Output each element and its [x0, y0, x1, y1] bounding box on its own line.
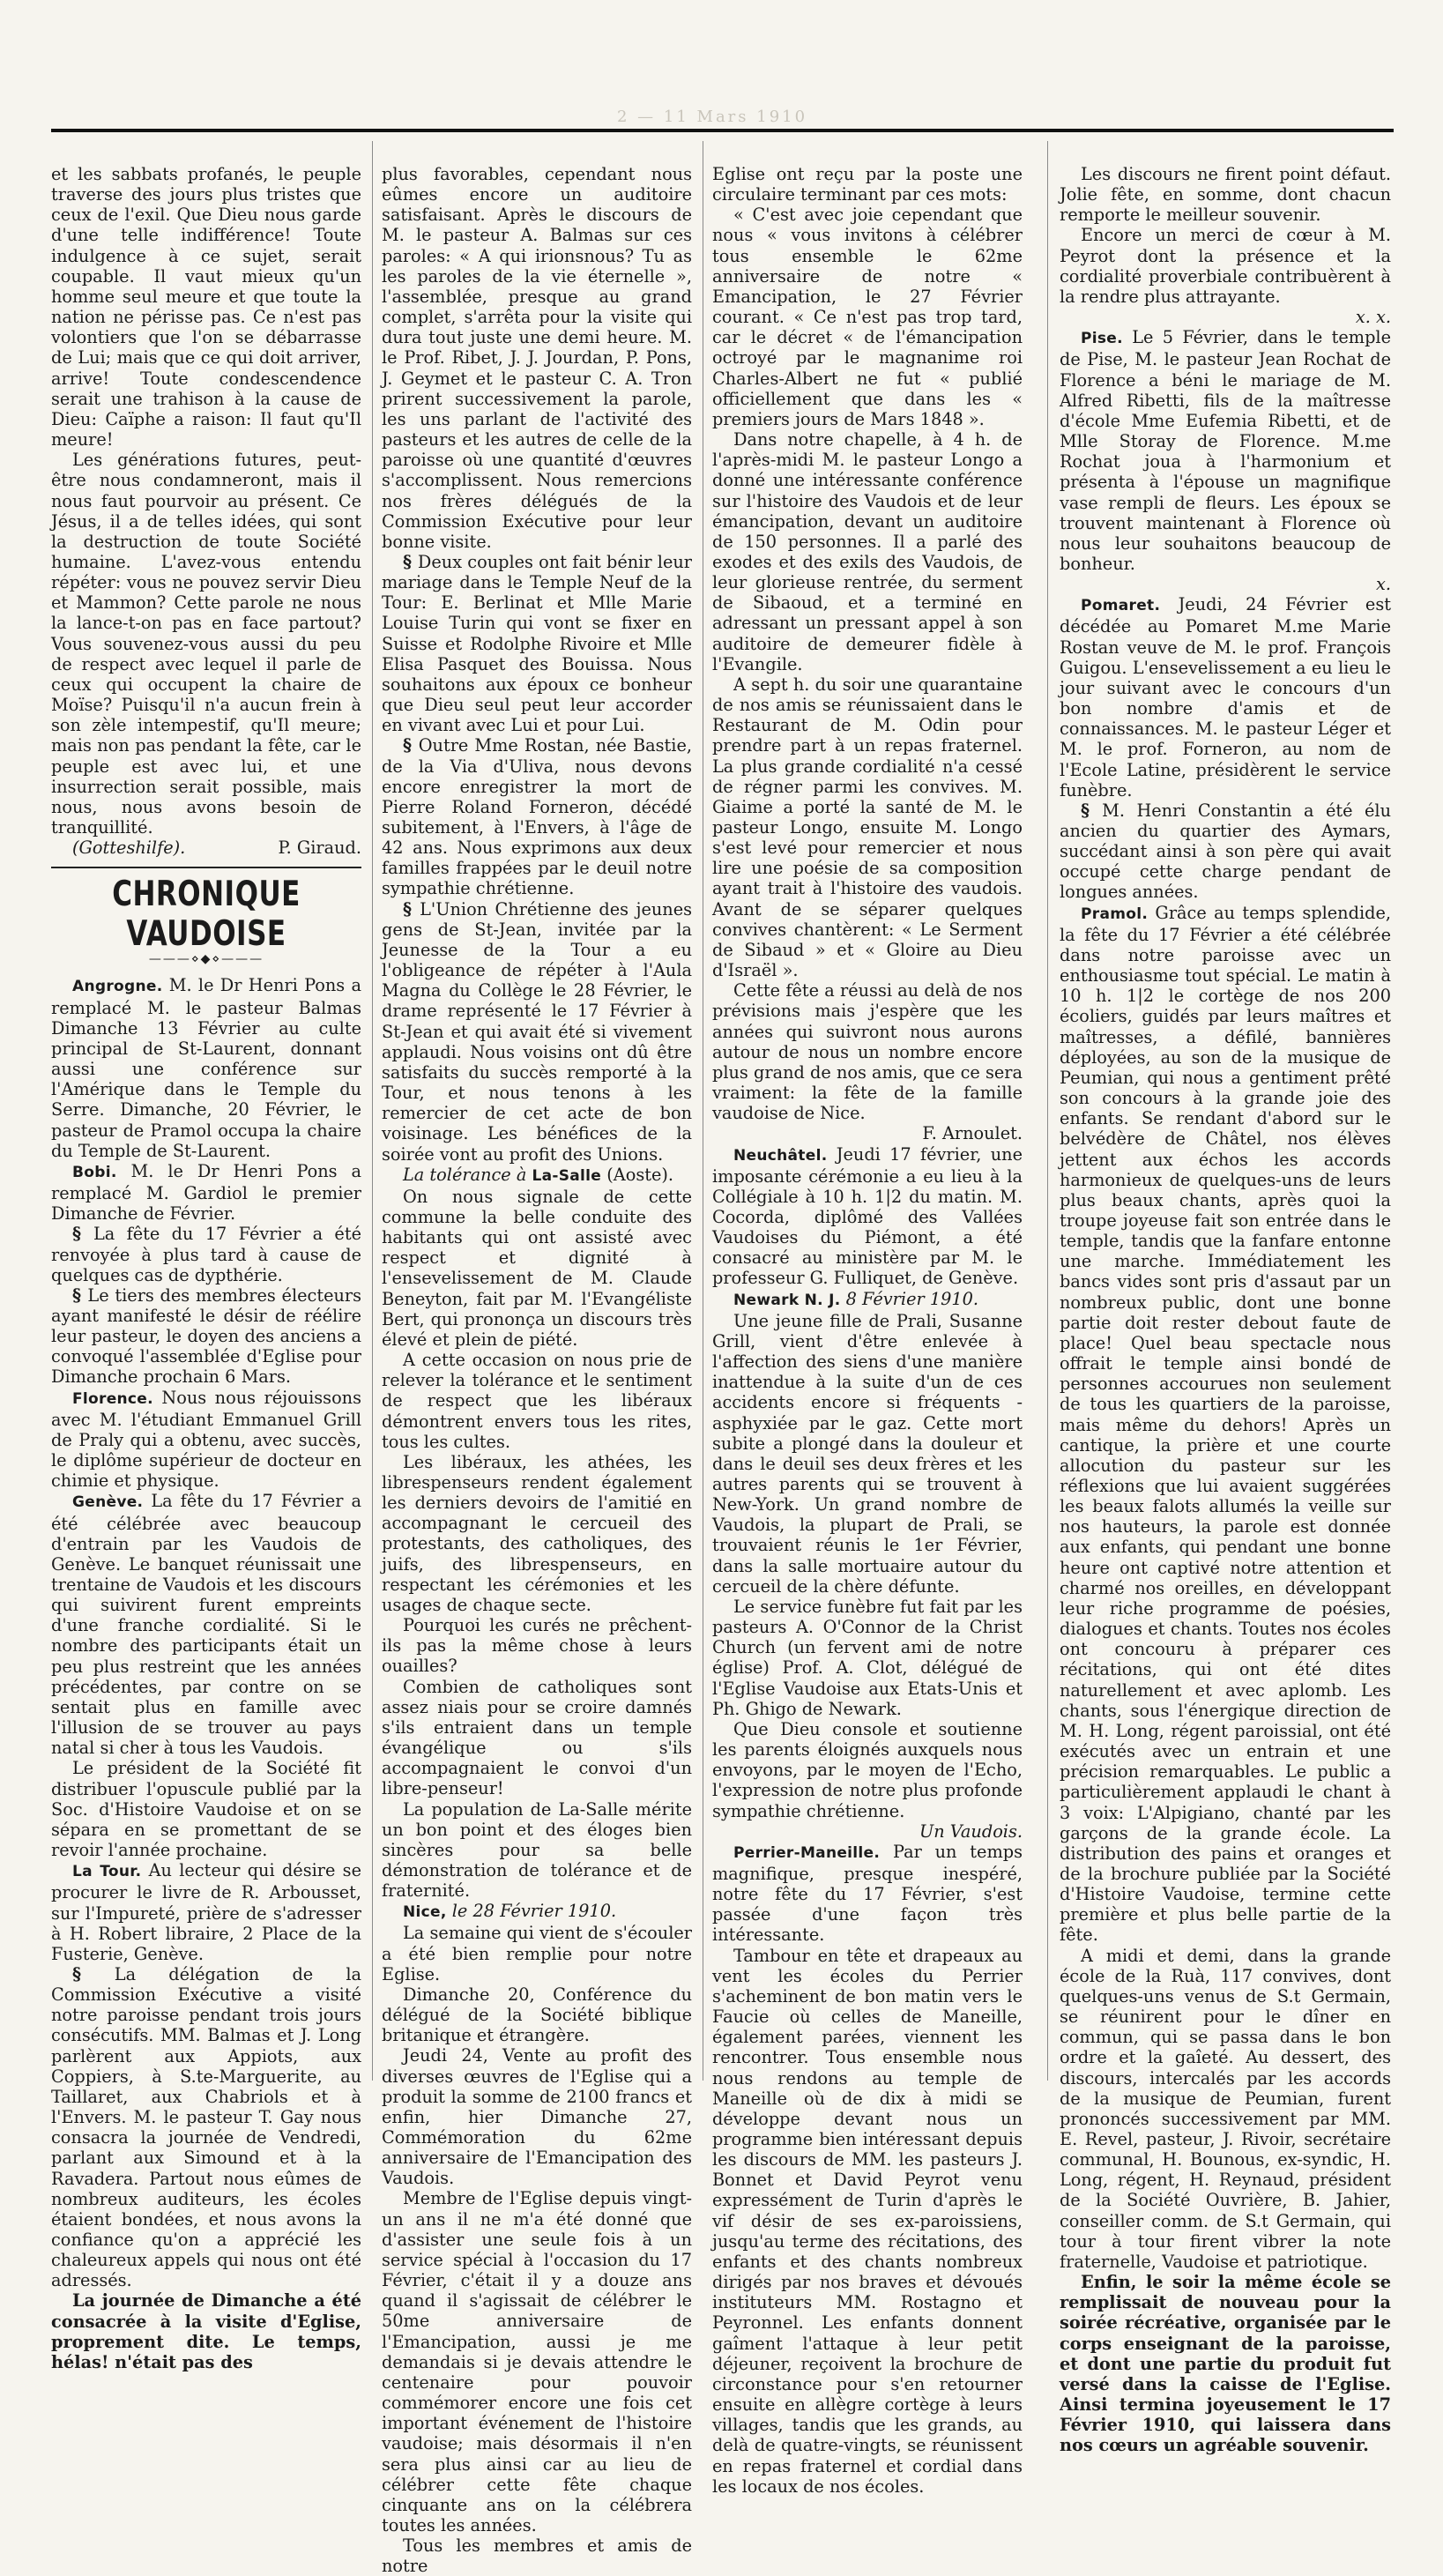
paragraph-mark-icon: §	[72, 1224, 93, 1245]
paragraph: Les discours ne firent point défaut. Jolie fête, en somme, dont chacun remporte le meilleur souvenir.	[1060, 164, 1391, 226]
news-item: Pise. Le 5 Février, dans le temple de Pise, M. le pasteur Jean Rochat de Florence a béni le mariage de M. Alfred Ribetti, fils de la maîtresse d'école Mme Eufemia Ribetti, et de Mlle Storay de Florence. M.me Rochat joua à l'harmonium et présenta à l'épouse un magnifique vase rempli de fleurs. Les époux se trouvent maintenant à Florence où nous leur souhaitons beaucoup de bonheur.	[1060, 327, 1391, 574]
paragraph: Enfin, le soir la même école se remplissait de nouveau pour la soirée récréative, organisée par le corps enseignant de la paroisse, et dont une partie du produit fut versé dans la caisse de l'Eglise. Ainsi termina joyeusement le 17 Février 1910, qui laissera dans nos cœurs un agréable souvenir.	[1060, 2272, 1391, 2456]
news-item: § M. Henri Constantin a été élu ancien du quartier des Aymars, succédant ainsi à son père qui avait occupé cette charge pendant de longues années.	[1060, 800, 1391, 903]
news-item: Angrogne. M. le Dr Henri Pons a remplacé M. le pasteur Balmas Dimanche 13 Février au culte principal de St-Laurent, donnant aussi une conférence sur l'Amérique dans le Temple du Serre. Dimanche, 20 Février, le pasteur de Pramol occupa la chaire du Temple de St-Laurent.	[51, 975, 361, 1161]
news-item: Florence. Nous nous réjouissons avec M. l'étudiant Emmanuel Grill de Praly qui a obtenu, avec succès, le diplôme supérieur de docteur en chimie et physique.	[51, 1387, 361, 1492]
place-name: Genève.	[72, 1493, 144, 1512]
paragraph: Le président de la Société fit distribuer l'opuscule publié par la Soc. d'Histoire Vaudoise et on se sépara en se promettant de se revoir l'année prochaine.	[51, 1758, 361, 1861]
paragraph: Tambour en tête et drapeaux au vent les écoles du Perrier s'acheminent de bon matin vers le Faucie où celles de Maneille, également parées, viennent les rencontrer. Tous ensemble nous nous rendons au temple de Maneille où de dix à midi se développe devant nous un programme bien intéressant depuis les discours de MM. les pasteurs J. Bonnet et David Peyrot venu expressément de Turin d'après le vif désir de ses ex-paroissiens, jusqu'au terme des récitations, des enfants et des chants nombreux dirigés par nos braves et dévoués instituteurs MM. Rostagno et Peyronnel. Les enfants donnent gaîment l'attaque à leur petit déjeuner, reçoivent la brochure de circonstance pour s'en retourner ensuite en allègre cortège à leurs villages, tandis que les grands, au delà de quatre-vingts, se réunissent en repas fraternel et cordial dans les locaux de nos écoles.	[712, 1945, 1023, 2497]
paragraph: Les libéraux, les athées, les librespenseurs rendent également les derniers devoirs de l'amitié en accompagnant le cercueil des protestants, des catholiques, des juifs, des librespenseurs, en respectant les cérémonies et les usages de chaque secte.	[382, 1451, 692, 1615]
signature	[51, 838, 361, 858]
column-3	[712, 164, 1023, 2497]
news-item: § Le tiers des membres électeurs ayant manifesté le désir de réélire leur pasteur, le doyen des anciens a convoqué l'assemblée d'Eglise pour Dimanche prochain 6 Mars.	[51, 1284, 362, 1388]
paragraph: plus favorables, cependant nous eûmes encore un auditoire satisfaisant. Après le discours de M. le pasteur A. Balmas sur ces paroles: « A qui irionsnous? Tu as les paroles de la vie éternelle », l'assemblée, presque au grand complet, s'arrêta pour la visite qui dura tout juste une demi heure. M. le Prof. Ribet, J. J. Jourdan, P. Pons, J. Geymet et le pasteur C. A. Tron prirent successivement la parole, les uns parlant de l'activité des pasteurs et les autres de celle de la paroisse où une quantité d'œuvres s'accomplissent. Nous remercions nos frères délégués de la Commission Exécutive pour leur bonne visite.	[382, 164, 692, 552]
paragraph-mark-icon: §	[403, 735, 419, 756]
paragraph: Membre de l'Eglise depuis vingt-un ans il ne m'a été donné que d'assister une seule fois à un service spécial à l'occasion du 17 Février, c'était il y a douze ans quand il s'agissait de célébrer le 50me anniversaire de l'Emancipation, aussi je me demandais si je devais attendre le centenaire pour pouvoir commémorer encore une fois cet important événement de l'histoire vaudoise; mais désormais il n'en sera plus ainsi car au lieu de célébrer cette fête chaque cinquante ans on la célébrera toutes les années.	[382, 2188, 692, 2535]
paragraph: et les sabbats profanés, le peuple traverse des jours plus tristes que ceux de l'exil. Que Dieu nous garde d'une telle indifférence! Toute indulgence à ce sujet, serait coupable. Il vaut mieux qu'un homme seul meure et que toute la nation ne périsse pas. Ce n'est pas volontiers que l'on se débarrasse de Lui; mais que ce qui doit arriver, arrive! Toute condescendence serait une trahison à la cause de Dieu: Caïphe a raison: Il faut qu'Il meure!	[51, 164, 361, 450]
news-item: § Deux couples ont fait bénir leur mariage dans le Temple Neuf de la Tour: E. Berlinat et Mlle Marie Louise Turin qui vont se fixer en Suisse et Rodolphe Rivoire et Mlle Elisa Pasquet des Bouissa. Nous souhaitons aux époux ce bonheur que Dieu seul peut leur accorder en vivant avec Lui et pour Lui.	[382, 551, 692, 736]
place-name: Pomaret.	[1081, 597, 1161, 615]
news-item: § La fête du 17 Février a été renvoyée à plus tard à cause de quelques cas de dypthérie.	[51, 1224, 361, 1285]
section-rule	[51, 867, 361, 868]
news-item: Pramol. Grâce au temps splendide, la fête du 17 Février a été célébrée dans notre paroisse avec un enthousiasme tout spécial. Le matin à 10 h. 1|2 le cortège de nos 200 écoliers, guidés par leurs maîtres et maîtresses, a défilé, bannières déployées, au son de la musique de Peumian, qui nous a gentiment prêté son concours à la grande joie des enfants. Se rendant d'abord sur le belvédère de Châtel, nos élèves jettent aux échos les accords harmonieux de quelques-uns de leurs plus beaux chants, après quoi la troupe joyeuse fait son entrée dans le temple, tandis que la fanfare entonne une marche. Immédiatement les bancs vides sont pris d'assaut par un nombreux public, dont une bonne partie doit rester debout faute de place! Quel beau spectacle nous offrait le temple ainsi bondé de personnes accourues non seulement de tous les quartiers de la paroisse, mais même du dehors! Après un cantique, la prière et une courte allocution du pasteur sur les réflexions que lui avaient suggérées les beaux falots allumés la veille sur nos hauteurs, la parole est donnée aux enfants, qui pendant une bonne heure ont captivé notre attention et charmé nos oreilles, en développant leur riche programme de poésies, dialogues et chants. Toutes nos écoles ont concouru à préparer ces récitations, qui ont été dites naturellement et avec aplomb. Les chants, sous l'énergique direction de M. H. Long, régent paroissial, ont été exécutés avec un entrain et une précision remarquables. Le public a particulièrement applaudi le chant à 3 voix: L'Alpigiano, chanté par les garçons de la grande école. La distribution des pains et oranges et de la brochure publiée par la Société d'Histoire Vaudoise, termine cette première et plus belle partie de la fête.	[1060, 902, 1391, 1946]
news-item: § Outre Mme Rostan, née Bastie, de la Via d'Uliva, nous devons encore enregistrer la mort de Pierre Roland Forneron, décédé subitement, à l'Envers, à l'âge de 42 ans. Nous exprimons aux deux familles frappées par le deuil notre sympathie chrétienne.	[382, 735, 692, 899]
paragraph: Dimanche 20, Conférence du délégué de la Société biblique britanique et étrangère.	[382, 1984, 692, 2046]
paragraph-mark-icon: §	[403, 898, 420, 919]
news-item: Perrier-Maneille. Par un temps magnifique, presque inespéré, notre fête du 17 Février, s'est passée d'une façon très intéressante.	[712, 1841, 1023, 1946]
paragraph: Les générations futures, peut-être nous condamneront, mais il nous faut pourvoir au présent. Ce Jésus, il a de telles idées, qui sont la destruction de toute Société humaine. L'avez-vous entendu répéter: vous ne pouvez servir Dieu et Mammon? Cette parole ne nous la lance-t-on pas en face partout? Vous souvenez-vous aussi du peu de respect avec lequel il parle de ceux qui occupent la chaire de Moïse? Puisqu'il n'a aucun frein à son zèle intempestif, qu'Il meure; mais non pas pendant la fête, car le peuple est avec lui, et une insurrection serait possible, mais nous, nous avons besoin de tranquillité.	[51, 450, 361, 838]
paragraph: Dans notre chapelle, à 4 h. de l'après-midi M. le pasteur Longo a donné une intéressante conférence sur l'histoire des Vaudois et de leur émancipation, devant un auditoire de 150 personnes. Il a parlé des exodes et des exils des Vaudois, de leur glorieuse rentrée, du serment de Sibaoud, et a terminé en adressant un pressant appel à son auditoire de demeurer fidèle à l'Evangile.	[712, 429, 1023, 674]
place-name: Perrier-Maneille.	[733, 1843, 881, 1862]
column-divider	[1047, 141, 1048, 2081]
paragraph: La semaine qui vient de s'écouler a été bien remplie pour notre Eglise.	[382, 1923, 692, 1984]
paragraph: Cette fête a réussi au delà de nos prévisions mais j'espère que les années qui suivront nous aurons autour de nous un nombre encore plus grand de nos amis, que ce sera vraiment: la fête de la famille vaudoise de Nice.	[712, 980, 1023, 1124]
paragraph-mark-icon: §	[72, 1284, 88, 1306]
place-name: Pramol.	[1081, 905, 1149, 923]
paragraph: Le service funèbre fut fait par les pasteurs A. O'Connor de la Christ Church (un fervent ami de notre église) Prof. A. Clot, délégué de l'Eglise Vaudoise aux Etats-Unis et Ph. Ghigo de Newark.	[712, 1596, 1023, 1719]
paragraph: A sept h. du soir une quarantaine de nos amis se réunissaient dans le Restaurant de M. Odin pour prendre part à un repas fraternel. La plus grande cordialité n'a cessé de régner parmi les convives. M. Giaime a porté la santé de M. le pasteur Longo, ensuite M. Longo s'est levé pour remercier et nous lire une poésie de sa composition ayant trait à l'histoire des vaudois. Avant de se séparer quelques convives chantèrent: « Le Serment de Sibaud » et « Gloire au Dieu d'Israël ».	[712, 674, 1023, 981]
paragraph: A cette occasion on nous prie de relever la tolérance et le sentiment de respect que les libéraux démontrent envers tous les rites, tous les cultes.	[382, 1350, 692, 1452]
paragraph: « C'est avec joie cependant que nous « vous invitons à célébrer tous ensemble le 62me anniversaire de notre « Emancipation, le 27 Février courant. « Ce n'est pas trop tard, car le décret « de l'émancipation octroyé par le magnanime roi Charles-Albert ne fut « publié officiellement que dans les « premiers jours de Mars 1848 ».	[712, 205, 1023, 429]
column-1	[51, 164, 361, 2372]
article-heading: Nice, le 28 Février 1910.	[403, 1901, 617, 1922]
place-name: Neuchâtel.	[733, 1146, 828, 1165]
signature: x.	[1375, 574, 1391, 595]
paragraph: Tous les membres et amis de notre	[382, 2535, 692, 2576]
column-divider	[372, 141, 373, 2081]
place-name: Bobi.	[72, 1163, 117, 1181]
news-item: § L'Union Chrétienne des jeunes gens de St-Jean, invitée par la Jeunesse de la Tour a eu l'obligeance de répéter à l'Aula Magna du Collège le 28 Février, le drame représenté le 17 Février à St-Jean et qui avait été si vivement applaudi. Nous voisins ont dû être satisfaits du succès remporté à la Tour, et nous tenons à les remercier de cet acte de bon voisinage. Les bénéfices de la soirée vont au profit des Unions.	[382, 898, 692, 1165]
article-heading: Newark N. J. 8 Février 1910.	[733, 1288, 979, 1309]
paragraph: Jeudi 24, Vente au profit des diverses œuvres de l'Eglise qui a produit la somme de 2100 francs et enfin, hier Dimanche 27, Commémoration du 62me anniversaire de l'Emancipation des Vaudois.	[382, 2045, 692, 2189]
news-item: Neuchâtel. Jeudi 17 février, une imposante cérémonie a eu lieu à la Collégiale à 10 h. 1|2 du matin. M. Cocorda, diplômé des Vallées Vaudoises du Piémont, a été consacré au ministère par M. le professeur G. Fulliquet, de Genève.	[712, 1143, 1023, 1289]
place-name: Nice,	[403, 1903, 447, 1922]
paragraph-mark-icon: §	[72, 1963, 115, 1984]
paragraph: Combien de catholiques sont assez niais pour se croire damnés s'ils entraient dans un temple évangélique ou s'ils accompagnaient le convoi d'un libre-penseur!	[382, 1676, 692, 1799]
news-item: Pomaret. Jeudi, 24 Février est décédée au Pomaret M.me Marie Rostan veuve de M. le prof. François Guigou. L'ensevelissement a eu lieu le jour suivant avec le concours d'un bon nombre d'amis et de connaissances. M. le pasteur Léger et M. le prof. Forneron, au nom de l'Ecole Latine, présidèrent le service funèbre.	[1060, 594, 1391, 800]
running-header: 2 — 11 Mars 1910	[617, 108, 808, 126]
source: (Gotteshilfe).	[72, 838, 186, 859]
signature: Un Vaudois.	[919, 1820, 1023, 1842]
place-name: Florence.	[72, 1389, 153, 1408]
paragraph: La journée de Dimanche a été consacrée à la visite d'Eglise, proprement dite. Le temps, hélas! n'était pas des	[51, 2290, 361, 2372]
column-4	[1060, 164, 1391, 2456]
paragraph: A midi et demi, dans la grande école de la Ruà, 117 convives, dont quelques-uns venus de S.t Germain, se réunirent pour le dîner en commun, qui se passa dans le bon ordre et la gaîeté. Au dessert, des discours, intercalés par les accords de la musique de Peumian, furent prononcés successivement par MM. E. Revel, pasteur, J. Rivoir, secrétaire communal, H. Bounous, ex-syndic, H. Long, régent, H. Reynaud, président de la Société Ouvrière, B. Jahier, conseiller comm. de S.t Germain, qui tour à tour firent vibrer la note fraternelle, Vaudoise et patriotique.	[1060, 1945, 1391, 2272]
news-item: § La délégation de la Commission Exécutive a visité notre paroisse pendant trois jours consécutifs. MM. Balmas et J. Long parlèrent aux Appiots, aux Coppiers, à S.te-Marguerite, au Taillaret, aux Chabriols et à l'Envers. M. le pasteur T. Gay nous consacra la journée de Vendredi, parlant aux Simound et à la Ravadera. Partout nous eûmes de nombreux auditeurs, les écoles étaient bondées, et nous avons la confiance qu'on a apprécié les chaleureux appels qui nous ont été adressés.	[51, 1963, 361, 2291]
header-rule	[51, 129, 1394, 132]
article-heading: La tolérance à La-Salle (Aoste).	[403, 1164, 674, 1185]
place-name: Newark N. J.	[733, 1291, 841, 1309]
paragraph: Eglise ont reçu par la poste une circulaire terminant par ces mots:	[712, 164, 1023, 205]
section-title: CHRONIQUE VAUDOISE	[112, 875, 301, 955]
place-name: La-Salle	[532, 1166, 602, 1185]
news-item: La Tour. Au lecteur qui désire se procurer le livre de R. Arbousset, sur l'Impureté, prière de s'adresser à H. Robert libraire, 2 Place de la Fusterie, Genève.	[51, 1860, 361, 1964]
place-name: La Tour.	[72, 1863, 142, 1881]
paragraph: Que Dieu console et soutienne les parents éloignés auxquels nous envoyons, par le moyen de l'Echo, l'expression de notre plus profonde sympathie chrétienne.	[712, 1718, 1023, 1821]
paragraph-mark-icon: §	[403, 551, 418, 572]
paragraph: On nous signale de cette commune la belle conduite des habitants qui ont assisté avec respect et dignité à l'ensevelissement de M. Claude Beneyton, fait par M. l'Evangéliste Bert, qui prononça un discours très élevé et plein de piété.	[382, 1186, 692, 1350]
author: P. Giraud.	[278, 838, 361, 859]
news-item: Bobi. M. le Dr Henri Pons a remplacé M. Gardiol le premier Dimanche de Février.	[51, 1160, 361, 1225]
signature: x. x.	[1355, 307, 1391, 328]
place-name: Pise.	[1081, 330, 1123, 348]
paragraph: La population de La-Salle mérite un bon point et des éloges bien sincères pour sa belle démonstration de tolérance et de fraternité.	[382, 1798, 692, 1902]
paragraph: Pourquoi les curés ne prêchent-ils pas la même chose à leurs ouailles?	[382, 1615, 692, 1677]
column-2	[382, 164, 692, 2576]
ornament: ———⋄◆⋄———	[148, 952, 264, 967]
place-name: Angrogne.	[72, 978, 163, 996]
paragraph: Une jeune fille de Prali, Susanne Grill, vient d'être enlevée à l'affection des siens d'une manière inattendue à la suite d'un de ces accidents encore si fréquents - asphyxiée par le gaz. Cette mort subite a plongé dans la douleur et dans le deuil ses deux frères et les autres parents qui se trouvent à New-York. Un grand nombre de Vaudois, la plupart de Prali, se trouvaient réunis le 1er Février, dans la salle mortuaire autour du cercueil de la chère défunte.	[712, 1310, 1023, 1597]
paragraph-mark-icon: §	[1081, 800, 1103, 821]
news-item: Genève. La fête du 17 Février a été célébrée avec beaucoup d'entrain par les Vaudois de Genève. Le banquet réunissait une trentaine de Vaudois et les discours qui suivirent furent empreints d'une franche cordialité. Si le nombre des participants était un peu plus restreint que les années précédentes, par contre on se sentait plus en famille avec l'illusion de se trouver au pays natal si cher à tous les Vaudois.	[51, 1491, 361, 1759]
paragraph: Encore un merci de cœur à M. Peyrot dont la présence et la cordialité proverbiale contribuèrent à la rendre plus attrayante.	[1060, 225, 1391, 307]
signature: F. Arnoulet.	[922, 1123, 1023, 1144]
